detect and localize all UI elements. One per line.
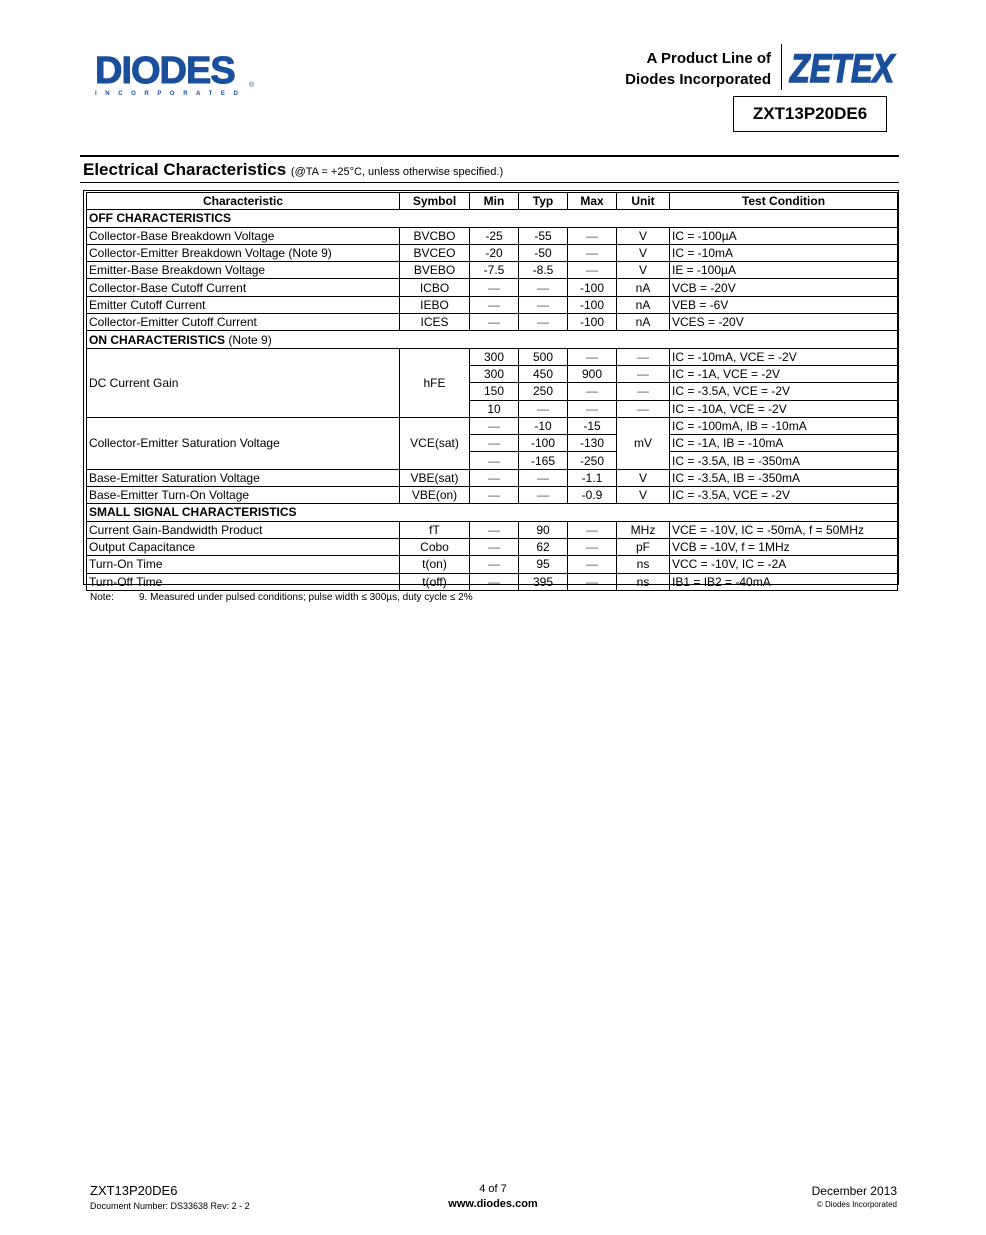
table-row [87, 227, 898, 244]
cell-min: — [470, 435, 519, 452]
section-label-on: ON CHARACTERISTICS [89, 332, 226, 347]
cell-condition: VCE = -10V, IC = -50mA, f = 50MHz [670, 521, 898, 538]
cell-characteristic: Turn-On Time [87, 556, 400, 573]
cell-min: 10 [470, 400, 519, 417]
col-max: Max [568, 193, 617, 210]
cell-unit: pF [617, 538, 670, 555]
cell-max: — [568, 348, 617, 365]
cell-typ: -50 [519, 244, 568, 261]
cell-max: -100 [568, 314, 617, 331]
cell-max: — [568, 383, 617, 400]
cell-characteristic: Output Capacitance [87, 538, 400, 555]
table-header-row [87, 193, 898, 210]
cell-min: -7.5 [470, 262, 519, 279]
cell-max: -250 [568, 452, 617, 469]
col-typ: Typ [519, 193, 568, 210]
cell-condition: IC = -100mA, IB = -10mA [670, 417, 898, 434]
cell-characteristic: Turn-Off Time [87, 573, 400, 590]
registered-mark: ® [249, 82, 255, 89]
cell-symbol: t(on) [400, 556, 470, 573]
table-row [87, 348, 898, 365]
table-row [87, 262, 898, 279]
cell-characteristic: Current Gain-Bandwidth Product [87, 521, 400, 538]
section-rule [80, 182, 899, 183]
cell-condition: IC = -100µA [670, 227, 898, 244]
cell-symbol: t(off) [400, 573, 470, 590]
cell-unit: — [617, 348, 670, 365]
table-row [87, 296, 898, 313]
cell-max: — [568, 400, 617, 417]
cell-max: -1.1 [568, 469, 617, 486]
section-heading [83, 160, 503, 180]
cell-condition: IC = -10A, VCE = -2V [670, 400, 898, 417]
cell-symbol: ICBO [400, 279, 470, 296]
cell-typ: — [519, 279, 568, 296]
cell-max: — [568, 521, 617, 538]
cell-typ: -55 [519, 227, 568, 244]
cell-max: — [568, 227, 617, 244]
product-line [625, 48, 771, 90]
section-title: Electrical Characteristics [83, 160, 287, 179]
cell-typ: -10 [519, 417, 568, 434]
cell-typ: 500 [519, 348, 568, 365]
cell-typ: — [519, 487, 568, 504]
table-row [87, 244, 898, 261]
characteristics-table-frame [83, 190, 899, 589]
cell-symbol: BVEBO [400, 262, 470, 279]
table-row [87, 556, 898, 573]
cell-condition: VCB = -20V [670, 279, 898, 296]
cell-characteristic: Emitter-Base Breakdown Voltage [87, 262, 400, 279]
cell-max: 900 [568, 365, 617, 382]
table-row [87, 314, 898, 331]
cell-max: -0.9 [568, 487, 617, 504]
cell-symbol: ICES [400, 314, 470, 331]
cell-symbol: BVCBO [400, 227, 470, 244]
cell-typ: -8.5 [519, 262, 568, 279]
cell-max: -100 [568, 279, 617, 296]
cell-typ: 395 [519, 573, 568, 590]
cell-symbol: hFE [400, 348, 470, 417]
footer-website-link[interactable]: www.diodes.com [448, 1198, 538, 1210]
cell-characteristic: Collector-Base Breakdown Voltage [87, 227, 400, 244]
section-row-on [87, 331, 898, 348]
cell-unit: mV [617, 417, 670, 469]
cell-typ: -100 [519, 435, 568, 452]
cell-unit: V [617, 244, 670, 261]
cell-condition: IC = -1A, VCE = -2V [670, 365, 898, 382]
cell-unit: nA [617, 314, 670, 331]
cell-min: 150 [470, 383, 519, 400]
cell-min: — [470, 279, 519, 296]
cell-condition: VEB = -6V [670, 296, 898, 313]
cell-condition: IC = -3.5A, VCE = -2V [670, 383, 898, 400]
table-row [87, 521, 898, 538]
cell-unit: nA [617, 296, 670, 313]
part-number: ZXT13P20DE6 [752, 104, 868, 123]
cell-min: — [470, 538, 519, 555]
cell-min: 300 [470, 348, 519, 365]
cell-max: — [568, 244, 617, 261]
diodes-logo [95, 52, 260, 100]
footnote [90, 592, 473, 603]
section-condition: (@TA = +25°C, unless otherwise specified.) [290, 166, 504, 178]
cell-max: — [568, 573, 617, 590]
cell-typ: — [519, 469, 568, 486]
cell-max: -15 [568, 417, 617, 434]
cell-typ: 95 [519, 556, 568, 573]
cell-symbol: BVCEO [400, 244, 470, 261]
cell-unit: V [617, 227, 670, 244]
cell-condition: IC = -10mA, VCE = -2V [670, 348, 898, 365]
cell-max: -130 [568, 435, 617, 452]
cell-condition: VCC = -10V, IC = -2A [670, 556, 898, 573]
cell-min: — [470, 469, 519, 486]
cell-symbol: VCE(sat) [400, 417, 470, 469]
cell-max: — [568, 556, 617, 573]
diodes-logo-text: DIODES [95, 50, 235, 92]
cell-min: — [470, 573, 519, 590]
cell-unit: ns [617, 556, 670, 573]
table-row [87, 469, 898, 486]
cell-condition: VCB = -10V, f = 1MHz [670, 538, 898, 555]
electrical-characteristics-table [86, 192, 898, 591]
cell-min: — [470, 487, 519, 504]
cell-min: — [470, 314, 519, 331]
footer-page-number: 4 of 7 [479, 1183, 507, 1195]
table-row [87, 279, 898, 296]
product-line-text-2: Diodes Incorporated [625, 71, 771, 88]
cell-typ: — [519, 400, 568, 417]
table-row [87, 538, 898, 555]
zetex-logo-text: ZETEX [789, 47, 896, 91]
col-characteristic: Characteristic [87, 193, 400, 210]
cell-characteristic: DC Current Gain [87, 348, 400, 417]
footer-part-number: ZXT13P20DE6 [90, 1183, 178, 1198]
cell-condition: IC = -1A, IB = -10mA [670, 435, 898, 452]
col-unit: Unit [617, 193, 670, 210]
cell-unit: V [617, 262, 670, 279]
cell-max: -100 [568, 296, 617, 313]
cell-characteristic: Base-Emitter Turn-On Voltage [87, 487, 400, 504]
cell-min: — [470, 521, 519, 538]
cell-max: — [568, 538, 617, 555]
cell-symbol: Cobo [400, 538, 470, 555]
cell-symbol: VBE(sat) [400, 469, 470, 486]
cell-unit: V [617, 487, 670, 504]
cell-min: 300 [470, 365, 519, 382]
cell-unit: — [617, 400, 670, 417]
cell-typ: — [519, 296, 568, 313]
diodes-logo-subtext: INCORPORATED [95, 91, 247, 97]
section-label-off: OFF CHARACTERISTICS [87, 210, 898, 227]
cell-min: — [470, 452, 519, 469]
col-test-condition: Test Condition [670, 193, 898, 210]
cell-typ: 450 [519, 365, 568, 382]
cell-condition: VCES = -20V [670, 314, 898, 331]
cell-typ: — [519, 314, 568, 331]
col-min: Min [470, 193, 519, 210]
cell-typ: 250 [519, 383, 568, 400]
section-label-small-signal: SMALL SIGNAL CHARACTERISTICS [87, 504, 898, 521]
cell-condition: IC = -3.5A, IB = -350mA [670, 469, 898, 486]
top-rule [80, 155, 899, 157]
footer-copyright: © Diodes Incorporated [816, 1200, 897, 1209]
cell-characteristic: Emitter Cutoff Current [87, 296, 400, 313]
cell-typ: 90 [519, 521, 568, 538]
cell-characteristic: Base-Emitter Saturation Voltage [87, 469, 400, 486]
part-number-box [733, 96, 887, 132]
cell-min: — [470, 556, 519, 573]
cell-characteristic: Collector-Base Cutoff Current [87, 279, 400, 296]
cell-characteristic: Collector-Emitter Breakdown Voltage (Note 9) [87, 244, 400, 261]
footnote-label: Note: [90, 592, 114, 603]
cell-max: — [568, 262, 617, 279]
cell-min: -20 [470, 244, 519, 261]
cell-condition: IE = -100µA [670, 262, 898, 279]
cell-min: -25 [470, 227, 519, 244]
header-divider [781, 44, 782, 90]
cell-condition: IC = -3.5A, IB = -350mA [670, 452, 898, 469]
cell-condition: IC = -10mA [670, 244, 898, 261]
cell-min: — [470, 296, 519, 313]
section-label-on-note: (Note 9) [228, 332, 272, 347]
cell-min: — [470, 417, 519, 434]
cell-symbol: fT [400, 521, 470, 538]
section-row-off [87, 210, 898, 227]
cell-unit: MHz [617, 521, 670, 538]
cell-unit: nA [617, 279, 670, 296]
footnote-text: 9. Measured under pulsed conditions; pulse width ≤ 300µs, duty cycle ≤ 2% [139, 592, 473, 603]
cell-symbol: IEBO [400, 296, 470, 313]
cell-typ: -165 [519, 452, 568, 469]
cell-unit: — [617, 365, 670, 382]
table-row [87, 487, 898, 504]
col-symbol: Symbol [400, 193, 470, 210]
table-row [87, 417, 898, 434]
section-row-small-signal [87, 504, 898, 521]
cell-unit: — [617, 383, 670, 400]
zetex-logo [788, 44, 898, 91]
table-row [87, 573, 898, 590]
cell-condition: IC = -3.5A, VCE = -2V [670, 487, 898, 504]
product-line-text-1: A Product Line of [646, 50, 771, 67]
footer-doc-number: Document Number: DS33638 Rev: 2 - 2 [90, 1201, 250, 1211]
cell-unit: V [617, 469, 670, 486]
cell-characteristic: Collector-Emitter Saturation Voltage [87, 417, 400, 469]
section-label-on-cell [87, 331, 898, 348]
footer-date: December 2013 [811, 1184, 897, 1198]
cell-symbol: VBE(on) [400, 487, 470, 504]
cell-characteristic: Collector-Emitter Cutoff Current [87, 314, 400, 331]
cell-condition: IB1 = IB2 = -40mA [670, 573, 898, 590]
cell-typ: 62 [519, 538, 568, 555]
cell-unit: ns [617, 573, 670, 590]
